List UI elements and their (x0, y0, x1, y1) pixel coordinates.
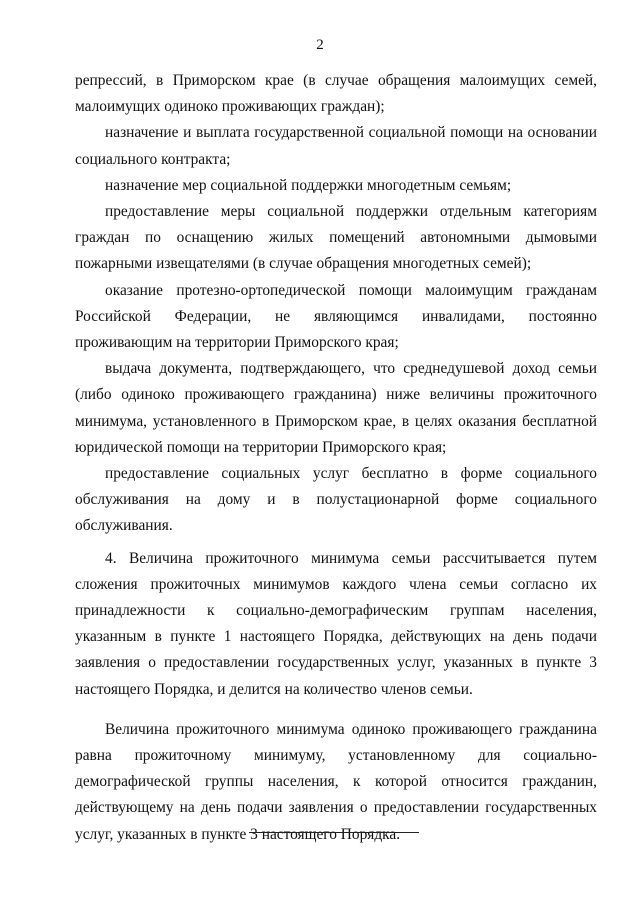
paragraph-item-4: 4. Величина прожиточного минимума семьи рассчитывается путем сложения прожиточных минимумов каждого члена семьи согласно их принадлежности к социально-демографическим группам населения, указанным в пункте 1 настоящего Порядка, действующих на день подачи заявления о предоставлении государственных услуг, указанных в пункте 3 настоящего Порядка, и делится на количество членов семьи. (75, 549, 597, 698)
paragraph-social-services: предоставление социальных услуг бесплатно в форме социального обслуживания на дому и в полустационарной форме социального обслуживания. (75, 465, 597, 535)
paragraph-smoke-detectors: предоставление меры социальной поддержки отдельным категориям граждан по оснащению жилых помещений автономными дымовыми пожарными извещателями (в случае обращения многодетных семей); (75, 203, 597, 273)
paragraph-social-contract: назначение и выплата государственной социальной помощи на основании социального контракта; (75, 124, 597, 168)
paragraph-large-families: назначение мер социальной поддержки многодетным семьям; (105, 176, 512, 194)
paragraph-prosthetic-aid: оказание протезно-ортопедической помощи малоимущим гражданам Российской Федерации, не являющимся инвалидами, постоянно проживающим на территории Приморского края; (75, 281, 597, 352)
paragraph-repressions-continuation: репрессий, в Приморском крае (в случае обращения малоимущих семей, малоимущих одиноко проживающих граждан); (75, 72, 597, 116)
document-body (75, 68, 597, 848)
closing-divider (249, 832, 419, 833)
paragraph-single-citizen-minimum: Величина прожиточного минимума одиноко проживающего гражданина равна прожиточному минимуму, установленному для социально-демографической группы населения, к которой относится гражданин, действующему на день подачи заявления о предоставлении государственных услуг, указанных в пункте 3 настоящего Порядка. (75, 720, 597, 843)
paragraph-income-document: выдача документа, подтверждающего, что среднедушевой доход семьи (либо одиноко проживающего гражданина) ниже величины прожиточного минимума, установленного в Приморском крае, в целях оказания бесплатной юридической помощи на территории Приморского края; (75, 360, 597, 456)
page-number: 2 (316, 37, 324, 53)
